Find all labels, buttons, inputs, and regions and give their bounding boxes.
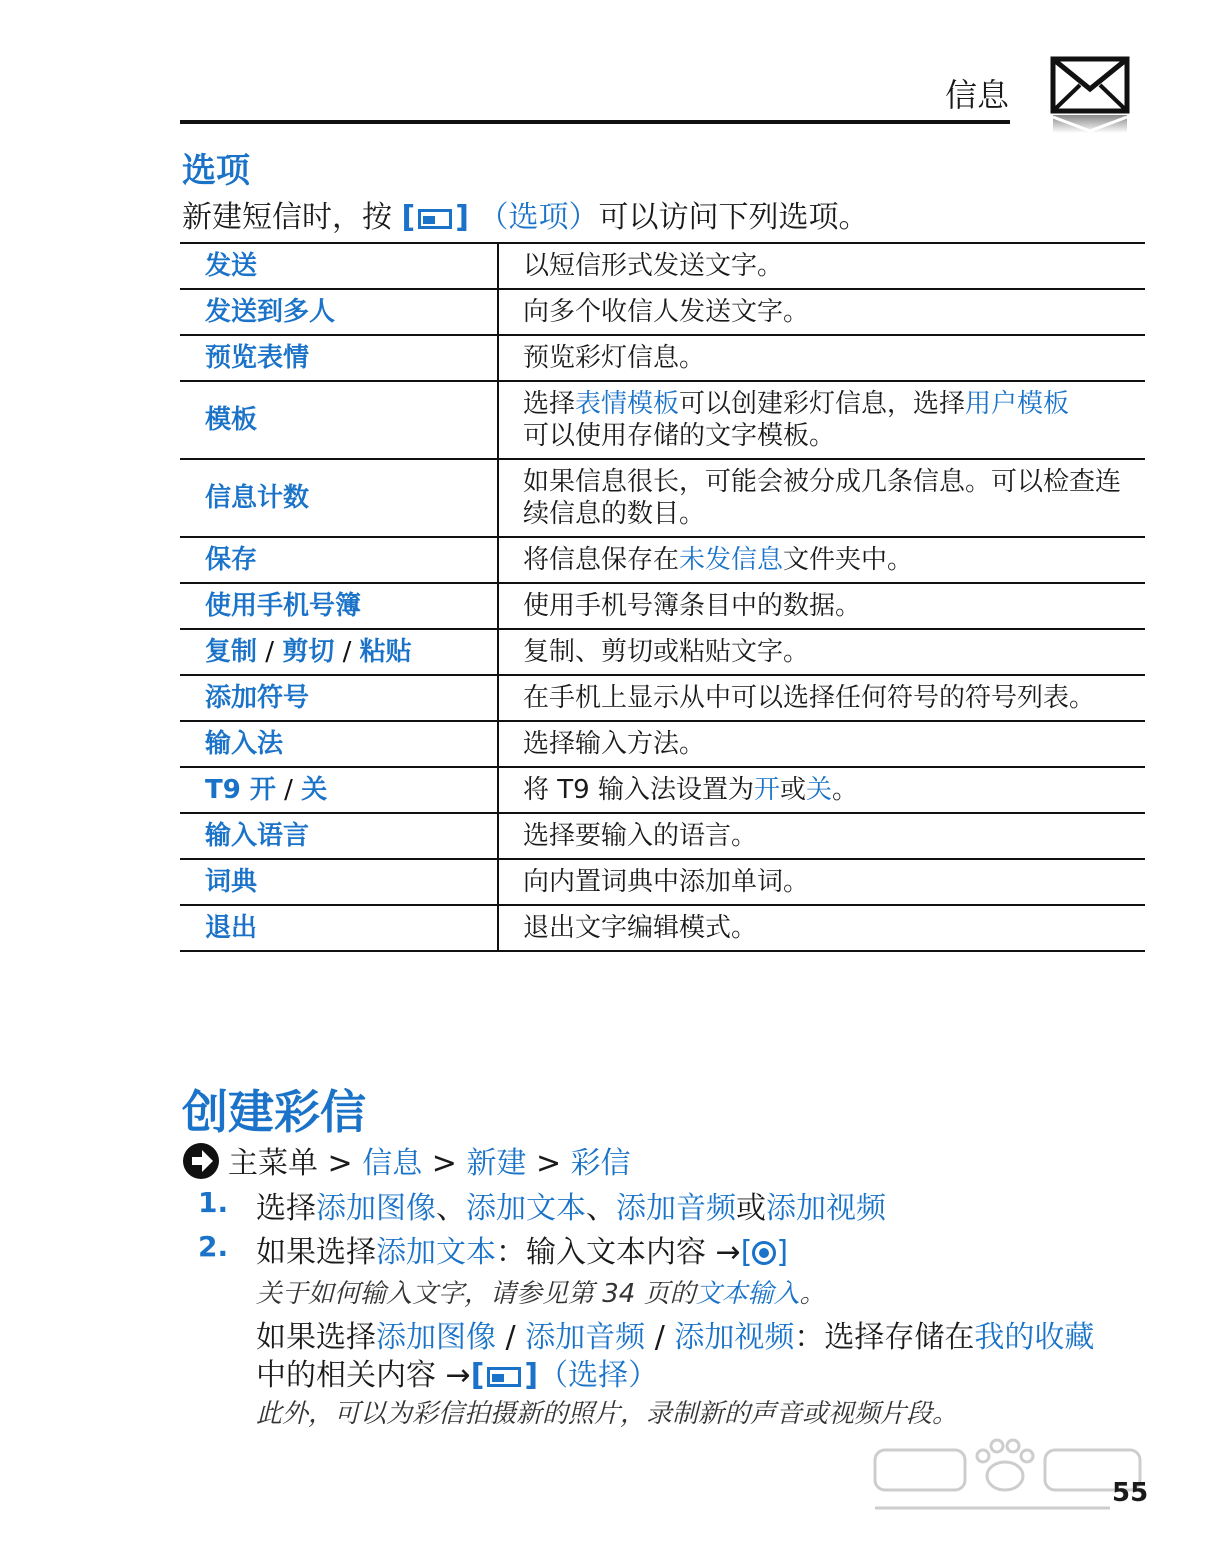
- ok-key-icon: [752, 1241, 776, 1265]
- left-softkey: [ ]: [401, 200, 469, 235]
- option-desc: 将 T9 输入法设置为开或关。: [523, 775, 859, 805]
- option-name: 信息计数: [180, 459, 498, 537]
- table-row: [180, 813, 1145, 859]
- option-desc: 如果信息很长，可能会被分成几条信息。可以检查连续信息的数目。: [523, 467, 1122, 529]
- step-text: 中的相关内容 →[ ]（选择）: [256, 1358, 659, 1393]
- table-row: [180, 905, 1145, 951]
- header-rule: [180, 120, 1010, 124]
- option-name: 输入法: [180, 721, 498, 767]
- step-text: 选择添加图像、添加文本、添加音频或添加视频: [256, 1191, 886, 1226]
- mms-title: 创建彩信: [182, 1085, 366, 1139]
- table-row: [180, 537, 1145, 583]
- chapter-title: 信息: [945, 76, 1010, 114]
- softkey-icon: [418, 209, 452, 229]
- table-row: [180, 583, 1145, 629]
- option-name: T9 开 / 关: [180, 767, 498, 813]
- options-intro: 新建短信时，按 [ ] （选项）可以访问下列选项。: [182, 200, 869, 235]
- step-number: 1.: [198, 1186, 229, 1219]
- option-desc: 使用手机号簿条目中的数据。: [523, 591, 862, 621]
- table-row: [180, 767, 1145, 813]
- step-number: 2.: [198, 1230, 229, 1263]
- step-text: 如果选择添加图像 / 添加音频 / 添加视频：选择存储在我的收藏: [256, 1320, 1095, 1355]
- menu-path: 主菜单 > 信息 > 新建 > 彩信: [182, 1138, 631, 1182]
- option-desc: 预览彩灯信息。: [523, 343, 706, 373]
- table-row: [180, 335, 1145, 381]
- option-name: 模板: [180, 381, 498, 459]
- note-text: 关于如何输入文字，请参见第 34 页的文本输入。: [256, 1279, 826, 1309]
- note-text: 此外，可以为彩信拍摄新的照片，录制新的声音或视频片段。: [256, 1399, 959, 1429]
- table-row: [180, 675, 1145, 721]
- table-row: [180, 289, 1145, 335]
- option-desc: 向多个收信人发送文字。: [523, 297, 810, 327]
- option-name: 发送到多人: [180, 289, 498, 335]
- option-name: 退出: [180, 905, 498, 951]
- table-row: [180, 459, 1145, 537]
- table-row: [180, 381, 1145, 459]
- options-title: 选项: [182, 151, 250, 191]
- table-row: [180, 243, 1145, 289]
- page-number: 55: [1112, 1478, 1149, 1508]
- option-name: 预览表情: [180, 335, 498, 381]
- option-desc: 将信息保存在未发信息文件夹中。: [523, 545, 914, 575]
- options-table: [180, 242, 1145, 952]
- option-desc: 退出文字编辑模式。: [523, 913, 758, 943]
- table-row: [180, 629, 1145, 675]
- arrow-right-circle-icon: [182, 1142, 220, 1180]
- table-row: [180, 859, 1145, 905]
- option-desc: 选择要输入的语言。: [523, 821, 758, 851]
- option-desc: 复制、剪切或粘贴文字。: [523, 637, 810, 667]
- option-desc: 在手机上显示从中可以选择任何符号的符号列表。: [523, 683, 1096, 713]
- option-name: 词典: [180, 859, 498, 905]
- option-desc: 向内置词典中添加单词。: [523, 867, 810, 897]
- envelope-icon: [1050, 55, 1130, 135]
- option-name: 复制 / 剪切 / 粘贴: [180, 629, 498, 675]
- option-desc: 选择表情模板可以创建彩灯信息，选择用户模板 可以使用存储的文字模板。: [523, 389, 1070, 451]
- option-name: 使用手机号簿: [180, 583, 498, 629]
- option-name: 保存: [180, 537, 498, 583]
- option-desc: 选择输入方法。: [523, 729, 706, 759]
- option-desc: 以短信形式发送文字。: [523, 251, 784, 281]
- softkey-icon: [487, 1367, 521, 1387]
- option-name: 发送: [180, 243, 498, 289]
- step-text: 如果选择添加文本：输入文本内容 →[ ]: [256, 1235, 789, 1270]
- option-name: 添加符号: [180, 675, 498, 721]
- options-label: （选项）: [478, 200, 599, 235]
- option-name: 输入语言: [180, 813, 498, 859]
- baidu-watermark: [865, 1420, 1150, 1520]
- table-row: [180, 721, 1145, 767]
